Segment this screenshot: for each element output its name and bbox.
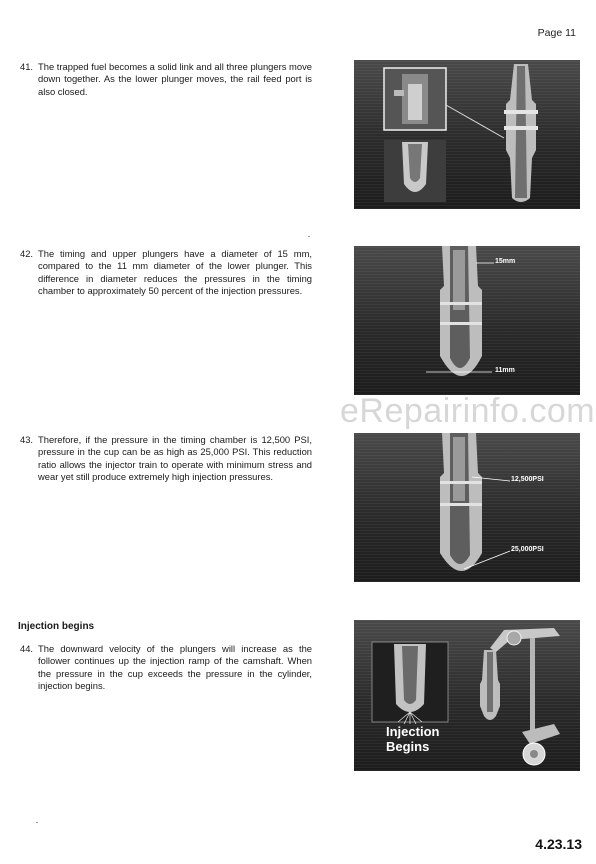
injection-begins-label-line2: Begins — [386, 739, 430, 754]
injection-begins-label — [386, 724, 439, 754]
pressure-label-timing-chamber: 12,500PSI — [511, 476, 544, 483]
paragraph-number: 43. — [20, 434, 34, 445]
paragraph-44 — [20, 643, 312, 693]
page-number: Page 11 — [537, 27, 576, 39]
paragraph-text: The downward velocity of the plungers will increase as the follower continues up the injection ramp of the camshaft. When the pressure in the cup exceeds the pressure in the cylinder, injection begins. — [38, 643, 312, 692]
section-heading: Injection begins — [18, 621, 95, 632]
watermark: eRepairinfo.com — [340, 392, 596, 430]
paragraph-43 — [20, 434, 312, 484]
paragraph-text: The trapped fuel becomes a solid link and all three plungers move down together. As the lower plunger moves, the rail feed port is also closed. — [38, 61, 312, 97]
paragraph-text: The timing and upper plungers have a diameter of 15 mm, compared to the 11 mm diameter of the lower plunger. This difference in diameter reduces the pressures in the timing chamber to approximately 50 percent of the injection pressures. — [38, 248, 312, 297]
diameter-label-lower: 11mm — [495, 367, 515, 374]
scan-speck — [308, 236, 310, 237]
injection-begins-label-line1: Injection — [386, 724, 440, 739]
figure-41-injector-photo — [354, 60, 580, 209]
paragraph-42 — [20, 248, 312, 298]
document-code: 4.23.13 — [535, 836, 582, 852]
paragraph-number: 44. — [20, 643, 34, 654]
paragraph-number: 41. — [20, 61, 34, 72]
paragraph-text: Therefore, if the pressure in the timing chamber is 12,500 PSI, pressure in the cup can be as high as 25,000 PSI. This reduction ratio allows the injector train to operate with minimum stress and wear yet still produce extremely high injection pressures. — [38, 434, 312, 483]
figure-42-plunger-diameter-photo — [354, 246, 580, 395]
figure-44-injection-begins-photo — [354, 620, 580, 771]
pressure-label-cup: 25,000PSI — [511, 546, 544, 553]
scan-speck — [36, 822, 38, 823]
paragraph-41 — [20, 61, 312, 98]
figure-43-pressure-photo — [354, 433, 580, 582]
diameter-label-upper: 15mm — [495, 258, 516, 265]
paragraph-number: 42. — [20, 248, 34, 259]
